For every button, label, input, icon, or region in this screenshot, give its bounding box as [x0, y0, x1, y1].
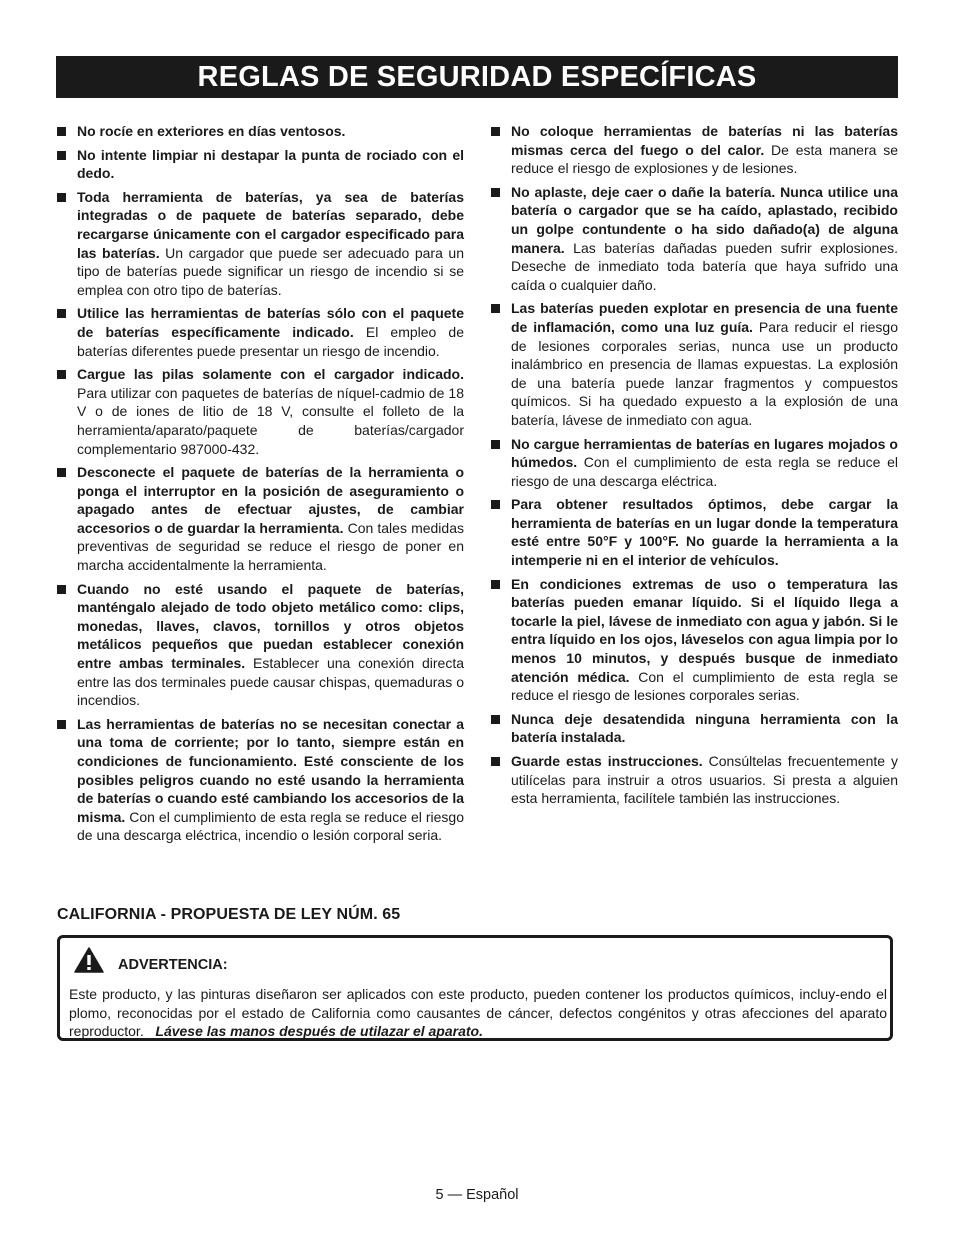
rule-body-text: El empleo de baterías diferentes puede presentar un riesgo de incendio.: [77, 323, 464, 359]
square-bullet-icon: [491, 580, 500, 589]
rule-bold-text: Nunca deje desatendida ninguna herramienta con la batería instalada.: [511, 710, 898, 746]
rule-bold-text: No intente limpiar ni destapar la punta de rociado con el dedo.: [77, 146, 464, 182]
rule-item: [490, 183, 898, 295]
warning-triangle-icon: [74, 947, 104, 973]
rule-item: [490, 575, 898, 705]
warning-label: ADVERTENCIA:: [118, 957, 228, 973]
rule-item: [56, 365, 464, 458]
rule-body-text: De esta manera se reduce el riesgo de explosiones y de lesiones.: [511, 141, 898, 177]
square-bullet-icon: [57, 151, 66, 160]
rule-body-text: Con el cumplimiento de esta regla se reduce el riesgo de lesiones corporales serias.: [511, 668, 899, 704]
square-bullet-icon: [57, 585, 66, 594]
rule-bold-text: No cargue herramientas de baterías en lugares mojados o húmedos.: [511, 435, 898, 471]
rule-body-text: Con tales medidas preventivas de seguridad se reduce el riesgo de poner en marcha accidentalmente la herramienta.: [77, 519, 464, 574]
page-footer: 5 — Español: [435, 1187, 519, 1203]
left-rules-list: [56, 122, 464, 845]
square-bullet-icon: [491, 188, 500, 197]
rule-bold-text: Cargue las pilas solamente con el cargador indicado.: [77, 366, 464, 383]
square-bullet-icon: [57, 127, 66, 136]
rule-item: [490, 710, 898, 747]
left-column: [56, 122, 464, 850]
right-rules-list: [490, 122, 898, 808]
page-title: REGLAS DE SEGURIDAD ESPECÍFICAS: [56, 56, 898, 98]
rule-item: [56, 463, 464, 575]
square-bullet-icon: [491, 715, 500, 724]
rule-item: [56, 146, 464, 183]
rule-body-text: Con el cumplimiento de esta regla se reduce el riesgo de una descarga eléctrica, incendio o lesión corporal seria.: [77, 808, 464, 844]
rule-bold-text: Las baterías pueden explotar en presencia de una fuente de inflamación, como una luz guía.: [511, 300, 898, 335]
rule-body-text: Con el cumplimiento de esta regla se reduce el riesgo de una descarga eléctrica.: [511, 454, 898, 489]
rule-item: [490, 122, 898, 178]
square-bullet-icon: [491, 304, 500, 313]
rule-item: [490, 495, 898, 569]
warning-body: Este producto, y las pinturas diseñaron ser aplicados con este producto, pueden contener los productos químicos, incluy-endo el plomo, reconocidas por el estado de California como causantes de cáncer, defectos congénitos y otras afecciones del aparato reproductor.: [69, 986, 887, 1040]
rule-body-text: Consúltelas frecuentemente y utilícelas para instruir a otros usuarios. Si presta a alguien esta herramienta, facilítele también las instrucciones.: [511, 753, 898, 807]
square-bullet-icon: [57, 468, 66, 477]
rule-item: [490, 752, 898, 808]
rule-bold-text: Las herramientas de baterías no se necesitan conectar a una toma de corriente; por lo tanto, siempre están en condiciones de funcionamiento. Esté consciente de los posibles peligros cuando no esté usando la herramienta de baterías o cuando esté cambiando los accesorios de la misma.: [77, 715, 464, 825]
square-bullet-icon: [491, 500, 500, 509]
rule-item: [56, 304, 464, 360]
rule-bold-text: En condiciones extremas de uso o temperatura las baterías pueden emanar líquido. Si el líquido llega a tocarle la piel, lávese de inmediato con agua y jabón. Si le entra líquido en los ojos, láveselos con agua limpia por lo menos 10 minutos, y después busque de inmediato atención médica.: [511, 575, 898, 685]
rule-item: [56, 122, 464, 141]
square-bullet-icon: [57, 309, 66, 318]
warning-box: [57, 935, 893, 1041]
right-column: [490, 122, 898, 813]
rule-bold-text: Desconecte el paquete de baterías de la herramienta o ponga el interruptor en la posición de aseguramiento o apagado antes de efectuar ajustes, de cambiar accesorios o de guardar la herramienta.: [77, 464, 464, 536]
rule-bold-text: Toda herramienta de baterías, ya sea de baterías integradas o de paquete de baterías separado, debe recargarse únicamente con el cargador especificado para las baterías.: [77, 188, 464, 261]
rule-bold-text: Cuando no esté usando el paquete de baterías, manténgalo alejado de todo objeto metálico como: clips, monedas, llaves, clavos, tornillos y otros objetos metálicos pequeños que puedan establecer conexión entre ambas terminales.: [77, 580, 464, 672]
square-bullet-icon: [491, 757, 500, 766]
square-bullet-icon: [491, 127, 500, 136]
rule-body-text: Las baterías dañadas pueden sufrir explosiones. Deseche de inmediato toda batería que haya sufrido una caída o cualquier daño.: [511, 239, 898, 293]
rule-item: [490, 435, 898, 491]
rule-bold-text: No aplaste, deje caer o dañe la batería. Nunca utilice una batería o cargador que se ha caído, aplastado, recibido un golpe contundente o ha sido dañado(a) de alguna manera.: [511, 183, 898, 256]
warning-text: [69, 985, 887, 1041]
rule-bold-text: Utilice las herramientas de baterías sólo con el paquete de baterías específicamente indicado.: [77, 305, 464, 340]
rule-bold-text: Para obtener resultados óptimos, debe cargar la herramienta de baterías en un lugar donde la temperatura esté entre 50°F y 100°F. No guarde la herramienta a la intemperie ni en el interior de vehículos.: [511, 496, 898, 569]
square-bullet-icon: [57, 720, 66, 729]
rule-item: [56, 188, 464, 300]
rule-body-text: Para utilizar con paquetes de baterías de níquel-cadmio de 18 V o de iones de litio de 18 V, consulte el folleto de la herramienta/aparato/paquete de baterías/cargador complementario 987000-432.: [77, 384, 464, 457]
rule-bold-text: Guarde estas instrucciones.: [511, 753, 703, 769]
square-bullet-icon: [491, 440, 500, 449]
rule-body-text: Para reducir el riesgo de lesiones corporales serias, nunca use un producto inalámbrico en presencia de llamas expuestas. La explosión de una batería puede lanzar fragmentos y compuestos químicos. Si ha quedado expuesto a la explosión de una batería, lávese de inmediato con agua.: [511, 318, 898, 428]
rule-body-text: Un cargador que puede ser adecuado para un tipo de baterías puede significar un riesgo de incendio si se emplea con otro tipo de baterías.: [77, 244, 465, 298]
rule-bold-text: No coloque herramientas de baterías ni las baterías mismas cerca del fuego o del calor.: [511, 123, 898, 158]
square-bullet-icon: [57, 193, 66, 202]
rule-item: [56, 715, 464, 845]
rule-item: [490, 299, 898, 429]
california-heading: CALIFORNIA - PROPUESTA DE LEY NÚM. 65: [57, 906, 401, 923]
warning-emphasis: Lávese las manos después de utilazar el aparato.: [155, 1023, 483, 1040]
square-bullet-icon: [57, 370, 66, 379]
rule-bold-text: No rocíe en exteriores en días ventosos.: [77, 123, 346, 139]
rule-body-text: Establecer una conexión directa entre las dos terminales puede causar chispas, quemaduras o incendios.: [77, 655, 464, 709]
rule-item: [56, 580, 464, 710]
